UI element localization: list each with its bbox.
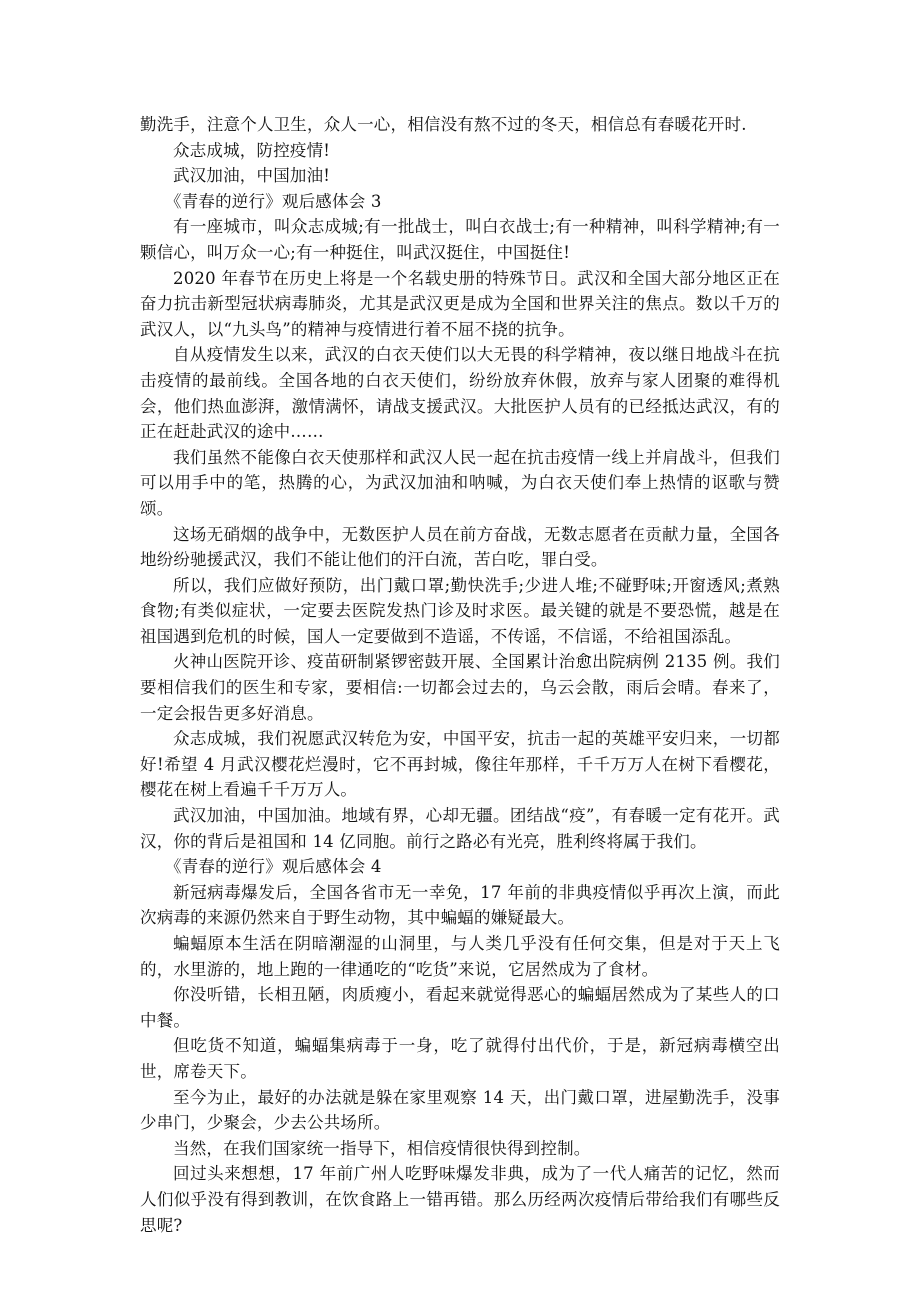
paragraph: 至今为止，最好的办法就是躲在家里观察 14 天，出门戴口罩，进屋勤洗手，没事少串门，少聚会，少去公共场所。 — [140, 1087, 780, 1133]
paragraph: 2020 年春节在历史上将是一个名载史册的特殊节日。武汉和全国大部分地区正在奋力抗击新型冠状病毒肺炎，尤其是武汉更是成为全国和世界关注的焦点。数以千万的武汉人，以“九头鸟”的精神与疫情进行着不屈不挠的抗争。 — [140, 268, 780, 339]
paragraph: 新冠病毒爆发后，全国各省市无一幸免，17 年前的非典疫情似乎再次上演，而此次病毒的来源仍然来自于野生动物，其中蝙蝠的嫌疑最大。 — [140, 882, 780, 928]
paragraph: 当然，在我们国家统一指导下，相信疫情很快得到控制。 — [173, 1138, 591, 1158]
paragraph: 众志成城，我们祝愿武汉转危为安，中国平安，抗击一起的英雄平安归来，一切都好!希望 4 月武汉樱花烂漫时，它不再封城，像往年那样，千千万万人在树下看樱花，樱花在树上看遍千千万万人。 — [140, 729, 780, 800]
paragraph: 所以，我们应做好预防，出门戴口罩;勤快洗手;少进人堆;不碰野味;开窗透风;煮熟食物;有类似症状，一定要去医院发热门诊及时求医。最关键的就是不要恐慌，越是在祖国遇到危机的时候，国人一定要做到不造谣，不传谣，不信谣，不给祖国添乱。 — [140, 575, 780, 646]
paragraph: 自从疫情发生以来，武汉的白衣天使们以大无畏的科学精神，夜以继日地战斗在抗击疫情的最前线。全国各地的白衣天使们，纷纷放弃休假，放弃与家人团聚的难得机会，他们热血澎湃，激情满怀，请战支援武汉。大批医护人员有的已经抵达武汉，有的正在赶赴武汉的途中…… — [140, 345, 780, 442]
section-heading: 《青春的逆行》观后感体会 3 — [165, 191, 382, 211]
paragraph: 这场无硝烟的战争中，无数医护人员在前方奋战，无数志愿者在贡献力量，全国各地纷纷驰援武汉，我们不能让他们的汗白流，苦白吃，罪白受。 — [140, 524, 780, 570]
paragraph: 回过头来想想，17 年前广州人吃野味爆发非典，成为了一代人痛苦的记忆，然而人们似乎没有得到教训，在饮食路上一错再错。那么历经两次疫情后带给我们有哪些反思呢? — [140, 1164, 780, 1235]
paragraph: 武汉加油，中国加油。地域有界，心却无疆。团结战“疫”，有春暖一定有花开。武汉，你的背后是祖国和 14 亿同胞。前行之路必有光亮，胜利终将属于我们。 — [140, 806, 780, 851]
paragraph: 蝙蝠原本生活在阴暗潮湿的山洞里，与人类几乎没有任何交集，但是对于天上飞的，水里游的，地上跑的一律通吃的“吃货”来说，它居然成为了食材。 — [140, 934, 780, 979]
paragraph: 火神山医院开诊、疫苗研制紧锣密鼓开展、全国累计治愈出院病例 2135 例。我们要相信我们的医生和专家，要相信:一切都会过去的，乌云会散，雨后会晴。春来了，一定会报告更多好消息。 — [140, 652, 780, 723]
paragraph: 我们虽然不能像白衣天使那样和武汉人民一起在抗击疫情一线上并肩战斗，但我们可以用手中的笔，热腾的心，为武汉加油和呐喊，为白衣天使们奉上热情的讴歌与赞颂。 — [140, 447, 780, 518]
paragraph: 勤洗手，注意个人卫生，众人一心，相信没有熬不过的冬天，相信总有春暖花开时. — [140, 115, 747, 134]
paragraph: 你没听错，长相丑陋，肉质瘦小，看起来就觉得恶心的蝙蝠居然成为了某些人的口中餐。 — [140, 985, 780, 1030]
paragraph: 有一座城市，叫众志成城;有一批战士，叫白衣战士;有一种精神，叫科学精神;有一颗信心，叫万众一心;有一种挺住，叫武汉挺住，中国挺住! — [140, 217, 780, 262]
paragraph: 众志成城，防控疫情! — [173, 140, 331, 160]
section-heading: 《青春的逆行》观后感体会 4 — [165, 857, 382, 877]
paragraph: 但吃货不知道，蝙蝠集病毒于一身，吃了就得付出代价，于是，新冠病毒横空出世，席卷天下。 — [140, 1036, 780, 1081]
paragraph: 武汉加油，中国加油! — [173, 166, 331, 186]
